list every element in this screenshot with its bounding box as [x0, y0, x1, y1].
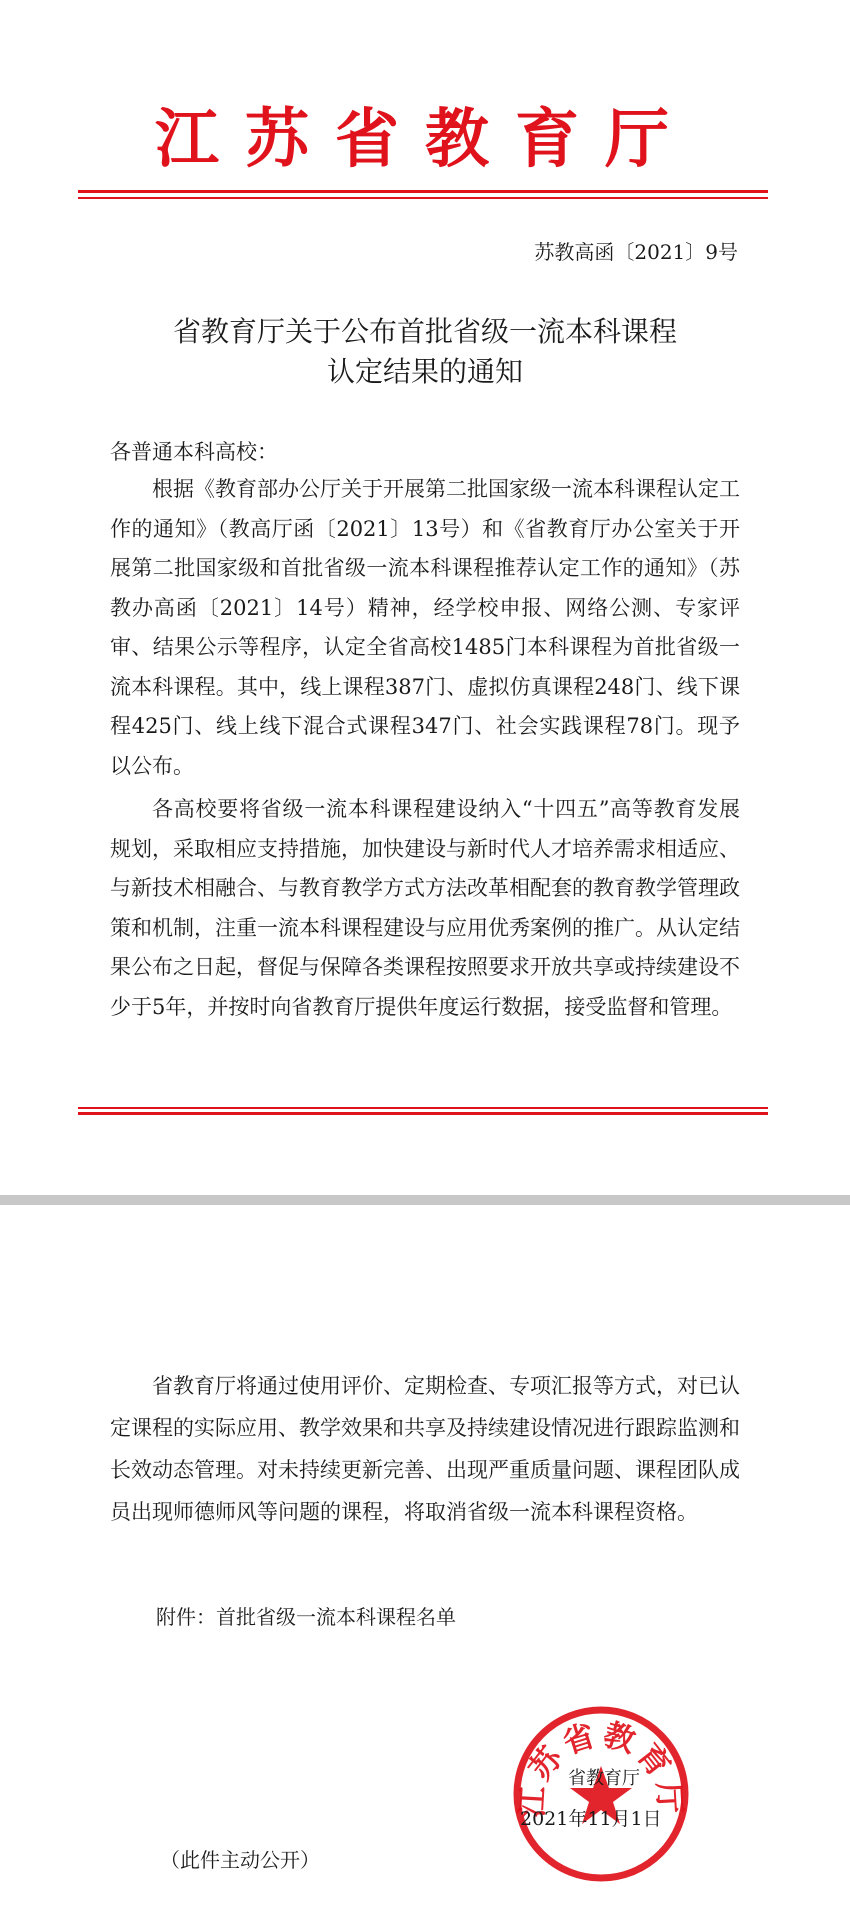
document-number: 苏教高函〔2021〕9号 — [534, 240, 738, 264]
page-separator — [0, 1195, 850, 1205]
issuer-name: 省教育厅 — [568, 1768, 640, 1789]
addressee: 各普通本科高校： — [110, 440, 278, 464]
disclosure-note: （此件主动公开） — [160, 1848, 320, 1872]
seal-text: 江苏省教育厅 — [514, 1716, 688, 1819]
agency-header-title: 江苏省教育厅 — [155, 102, 695, 177]
attachment-line: 附件：首批省级一流本科课程名单 — [156, 1605, 456, 1629]
official-seal — [511, 1704, 691, 1884]
document-title-line-1: 省教育厅关于公布首批省级一流本科课程 — [172, 315, 677, 348]
issue-date: 2021年11月1日 — [520, 1808, 662, 1830]
footer-red-rule — [78, 1112, 768, 1115]
header-red-rule-thin — [78, 197, 768, 199]
header-red-rule — [78, 190, 768, 193]
footer-red-rule-thin — [78, 1107, 768, 1109]
body-paragraph-3: 省教育厅将通过使用评价、定期检查、专项汇报等方式，对已认定课程的实际应用、教学效果和共享及持续建设情况进行跟踪监测和长效动态管理。对未持续更新完善、出现严重质量问题、课程团队成员出现师德师风等问题的课程，将取消省级一流本科课程资格。 — [110, 1374, 740, 1524]
document-page-2 — [0, 1205, 850, 1929]
document-title-line-2: 认定结果的通知 — [326, 355, 523, 388]
body-paragraph-2: 各高校要将省级一流本科课程建设纳入“十四五”高等教育发展规划，采取相应支持措施，加快建设与新时代人才培养需求相适应、与新技术相融合、与教育教学方式方法改革相配套的教育教学管理政策和机制，注重一流本科课程建设与应用优秀案例的推广。从认定结果公布之日起，督促与保障各类课程按照要求开放共享或持续建设不少于5年，并按时向省教育厅提供年度运行数据，接受监督和管理。 — [110, 797, 740, 1019]
body-paragraph-1: 根据《教育部办公厅关于开展第二批国家级一流本科课程认定工作的通知》（教高厅函〔2021〕13号）和《省教育厅办公室关于开展第二批国家级和首批省级一流本科课程推荐认定工作的通知》（苏教办高函〔2021〕14号）精神，经学校申报、网络公测、专家评审、结果公示等程序，认定全省高校1485门本科课程为首批省级一流本科课程。其中，线上课程387门、虚拟仿真课程248门、线下课程425门、线上线下混合式课程347门、社会实践课程78门。现予以公布。 — [110, 477, 740, 778]
